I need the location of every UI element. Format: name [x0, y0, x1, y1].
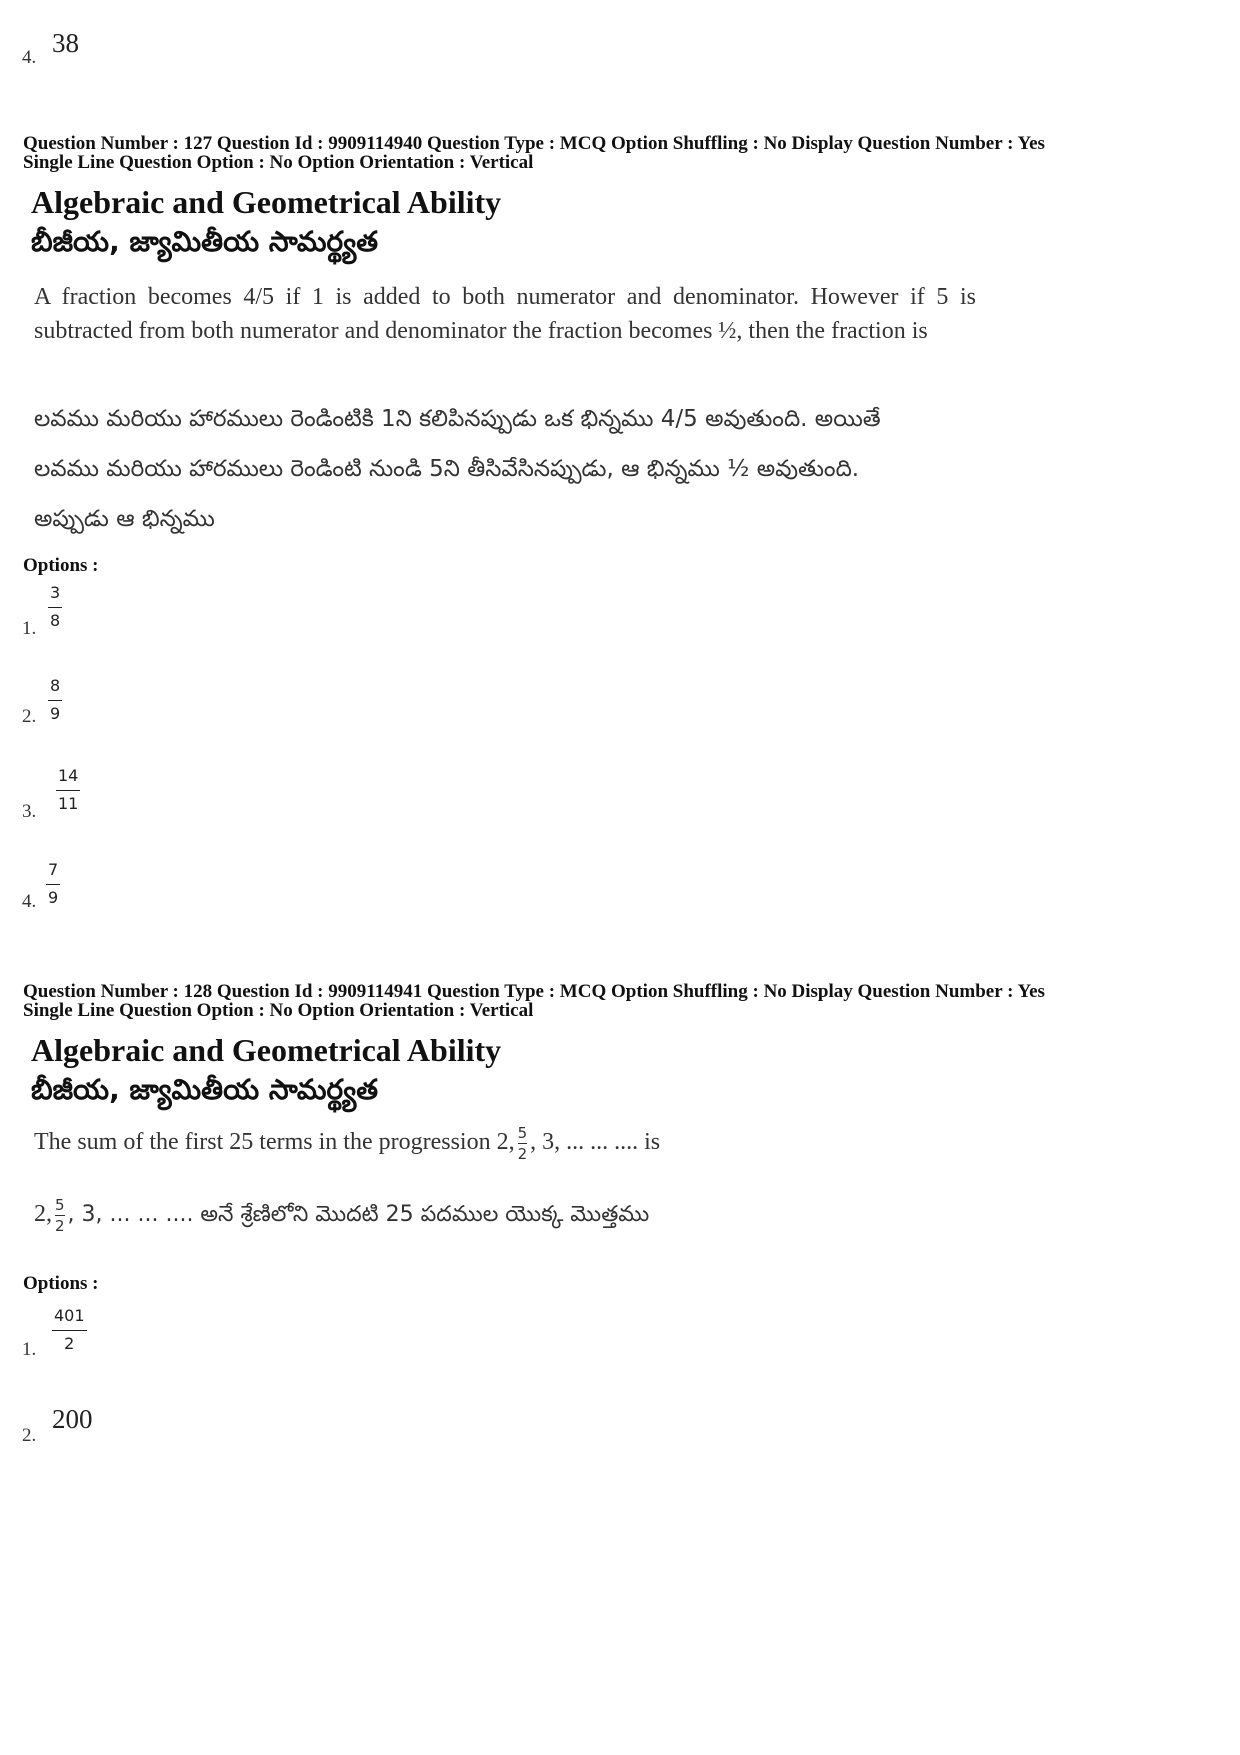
q128-section-title-en: Algebraic and Geometrical Ability: [31, 1032, 502, 1068]
q127-option-4-fraction[interactable]: [46, 860, 60, 908]
q128-option-2-number: 2.: [22, 1425, 37, 1446]
q128-meta-line2: Single Line Question Option : No Option Orientation : Vertical: [23, 1000, 534, 1021]
fraction-numerator: 7: [48, 860, 59, 879]
q127-question-te-line3: అప్పుడు ఆ భిన్నము: [34, 506, 215, 532]
q128-option-1-fraction[interactable]: [52, 1306, 87, 1354]
q127-meta-line1: Question Number : 127 Question Id : 9909114940 Question Type : MCQ Option Shuffling : No Display Question Number : Yes: [23, 133, 1045, 154]
q127-option-2-number: 2.: [22, 706, 37, 727]
fraction-bar: [48, 700, 62, 701]
q128-question-te: [34, 1197, 649, 1234]
q127-section-title-en: Algebraic and Geometrical Ability: [31, 184, 502, 220]
fraction-denominator: 9: [48, 888, 59, 907]
q128-question-en-fraction: $\frac{5}{2}$: [517, 1124, 528, 1163]
fraction-denominator: 8: [50, 611, 61, 630]
q127-option-2-fraction[interactable]: [48, 676, 62, 724]
q128-option-1-number: 1.: [22, 1339, 37, 1360]
q128-question-te-post: , 3, ... ... .... అనే శ్రేణిలోని మొదటి 25 పదముల యొక్క మొత్తము: [67, 1202, 650, 1228]
prev-option-value: 38: [52, 28, 79, 58]
q128-section-title-te: బీజీయ, జ్యామితీయ సామర్థ్యత: [31, 1073, 379, 1106]
fraction-numerator: 3: [50, 583, 61, 602]
q127-options-label: Options :: [23, 555, 99, 576]
fraction-bar: [48, 607, 62, 608]
q127-question-en: A fraction becomes 4/5 if 1 is added to both numerator and denominator. However if 5 is subtracted from both numerator and denominator the fraction becomes ½, then the fraction is: [34, 284, 976, 344]
fraction-denominator: 2: [64, 1334, 75, 1353]
fraction-denominator: 11: [58, 794, 79, 813]
q128-question-te-fraction: $\frac{5}{2}$: [55, 1196, 65, 1235]
q127-option-4-number: 4.: [22, 891, 37, 912]
q127-meta-line2: Single Line Question Option : No Option Orientation : Vertical: [23, 152, 534, 173]
q128-option-2-value[interactable]: 200: [52, 1404, 93, 1434]
fraction-bar: [56, 790, 80, 791]
q127-option-3-fraction[interactable]: [56, 766, 80, 814]
q128-question-en: [34, 1125, 660, 1162]
q128-question-en-post: , 3, ... ... .... is: [530, 1129, 661, 1156]
q127-option-3-number: 3.: [22, 801, 37, 822]
fraction-bar: [52, 1330, 87, 1331]
fraction-numerator: 8: [50, 676, 61, 695]
q127-option-1-number: 1.: [22, 618, 37, 639]
q128-options-label: Options :: [23, 1273, 99, 1294]
q128-question-en-pre: The sum of the first 25 terms in the progression 2,: [34, 1129, 515, 1156]
prev-option-number: 4.: [22, 47, 37, 68]
q128-meta-line1: Question Number : 128 Question Id : 9909114941 Question Type : MCQ Option Shuffling : No Display Question Number : Yes: [23, 981, 1045, 1002]
q127-option-1-fraction[interactable]: [48, 583, 62, 631]
fraction-numerator: 14: [58, 766, 79, 785]
fraction-denominator: 9: [50, 704, 61, 723]
fraction-bar: [46, 884, 60, 885]
q127-question-te-line1: లవము మరియు హారములు రెండింటికి 1ని కలిపినప్పుడు ఒక భిన్నము 4/5 అవుతుంది. అయితే: [34, 406, 881, 432]
q127-section-title-te: బీజీయ, జ్యామితీయ సామర్థ్యత: [31, 225, 379, 258]
q127-question-te-line2: లవము మరియు హారములు రెండింటి నుండి 5ని తీసివేసినప్పుడు, ఆ భిన్నము ½ అవుతుంది.: [34, 456, 860, 482]
q128-question-te-pre: 2,: [34, 1201, 52, 1228]
fraction-numerator: 401: [54, 1306, 85, 1325]
